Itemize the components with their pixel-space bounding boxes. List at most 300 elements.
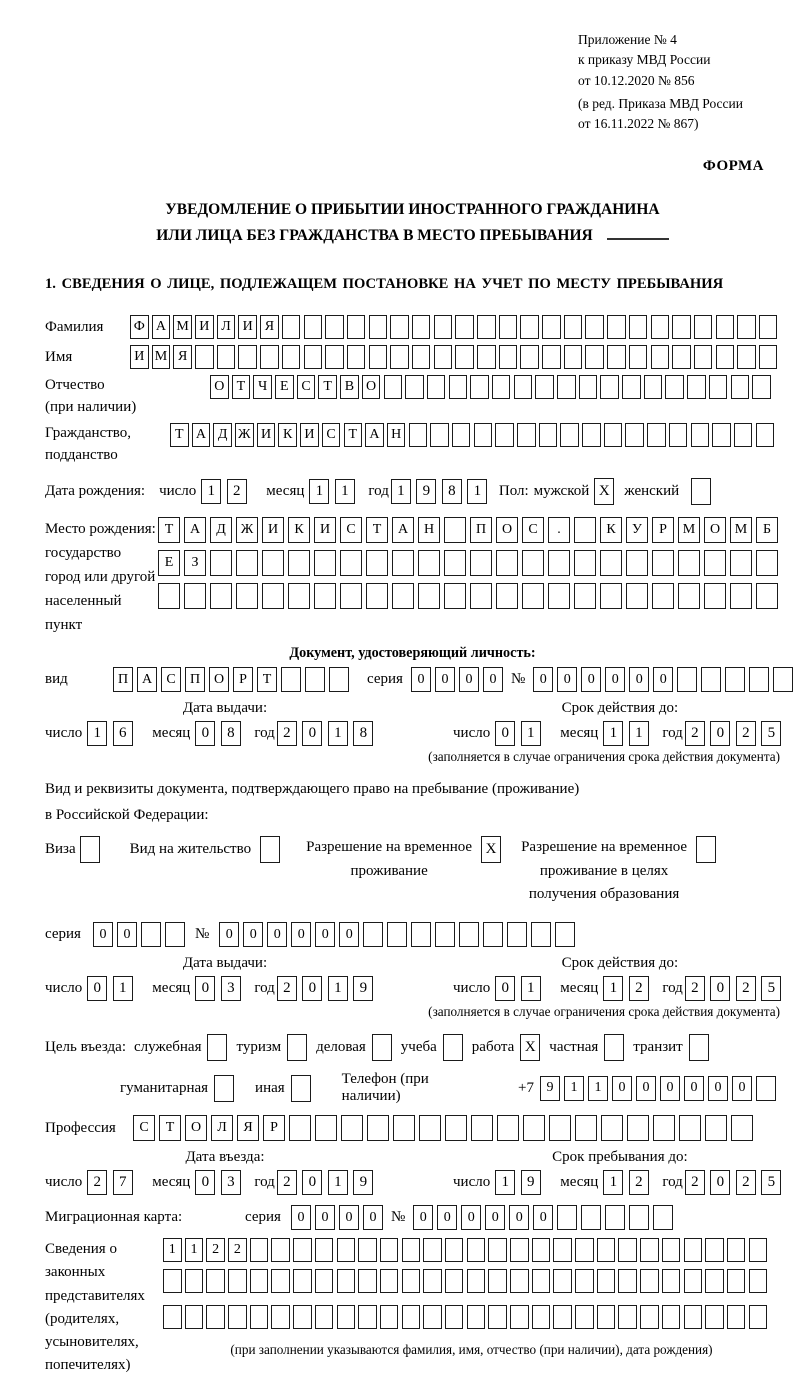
char-cell[interactable] (510, 1305, 529, 1329)
char-cell[interactable]: П (185, 667, 205, 692)
char-cell[interactable] (314, 583, 336, 609)
char-cell[interactable] (694, 345, 713, 369)
char-cell[interactable]: 0 (339, 922, 359, 947)
char-cell[interactable]: А (392, 517, 414, 543)
char-cell[interactable] (367, 1115, 389, 1141)
char-cell[interactable] (358, 1238, 377, 1262)
char-cell[interactable]: М (678, 517, 700, 543)
char-cell[interactable] (293, 1305, 312, 1329)
char-cell[interactable]: 1 (588, 1076, 608, 1101)
char-cell[interactable]: М (173, 315, 192, 339)
char-cell[interactable]: И (195, 315, 214, 339)
char-cell[interactable]: 0 (411, 667, 431, 692)
char-cell[interactable] (626, 550, 648, 576)
char-cell[interactable]: Ж (236, 517, 258, 543)
char-cell[interactable]: 8 (221, 721, 241, 746)
char-cell[interactable]: Ч (253, 375, 272, 399)
char-cell[interactable] (452, 423, 471, 447)
char-cell[interactable] (640, 1305, 659, 1329)
char-cell[interactable] (716, 345, 735, 369)
char-cell[interactable]: 0 (732, 1076, 752, 1101)
char-cell[interactable] (444, 583, 466, 609)
char-cell[interactable] (210, 583, 232, 609)
char-cell[interactable]: 2 (227, 479, 247, 504)
char-cell[interactable]: О (209, 667, 229, 692)
char-cell[interactable]: 2 (277, 721, 297, 746)
char-cell[interactable]: 1 (328, 1170, 348, 1195)
char-cell[interactable] (548, 583, 570, 609)
char-cell[interactable] (705, 1305, 724, 1329)
char-cell[interactable] (600, 550, 622, 576)
char-cell[interactable] (271, 1305, 290, 1329)
char-cell[interactable] (749, 1305, 768, 1329)
char-cell[interactable] (662, 1305, 681, 1329)
char-cell[interactable] (499, 345, 518, 369)
char-cell[interactable] (380, 1238, 399, 1262)
char-cell[interactable] (575, 1305, 594, 1329)
char-cell[interactable] (665, 375, 684, 399)
char-cell[interactable] (564, 345, 583, 369)
char-cell[interactable] (402, 1238, 421, 1262)
char-cell[interactable]: 1 (467, 479, 487, 504)
char-cell[interactable] (553, 1238, 572, 1262)
char-cell[interactable]: 0 (302, 721, 322, 746)
char-cell[interactable]: С (522, 517, 544, 543)
char-cell[interactable]: 0 (485, 1205, 505, 1230)
char-cell[interactable]: И (130, 345, 149, 369)
char-cell[interactable]: 1 (185, 1238, 204, 1262)
char-cell[interactable] (574, 550, 596, 576)
char-cell[interactable] (260, 345, 279, 369)
char-cell[interactable] (709, 375, 728, 399)
char-cell[interactable] (607, 315, 626, 339)
char-cell[interactable]: 0 (459, 667, 479, 692)
char-cell[interactable] (474, 423, 493, 447)
char-cell[interactable] (687, 375, 706, 399)
char-cell[interactable]: 2 (685, 721, 705, 746)
char-cell[interactable]: З (184, 550, 206, 576)
char-cell[interactable] (141, 922, 161, 947)
char-cell[interactable]: 1 (201, 479, 221, 504)
char-cell[interactable] (712, 423, 731, 447)
char-cell[interactable]: 0 (495, 976, 515, 1001)
char-cell[interactable] (737, 315, 756, 339)
char-cell[interactable] (305, 667, 325, 692)
char-cell[interactable] (392, 550, 414, 576)
char-cell[interactable]: 0 (267, 922, 287, 947)
char-cell[interactable] (430, 423, 449, 447)
char-cell[interactable]: 1 (309, 479, 329, 504)
char-cell[interactable] (250, 1238, 269, 1262)
char-cell[interactable] (347, 345, 366, 369)
char-cell[interactable] (477, 315, 496, 339)
char-cell[interactable]: С (133, 1115, 155, 1141)
char-cell[interactable] (652, 583, 674, 609)
char-cell[interactable]: 0 (605, 667, 625, 692)
char-cell[interactable]: И (300, 423, 319, 447)
char-cell[interactable] (701, 667, 721, 692)
char-cell[interactable] (689, 1034, 709, 1061)
char-cell[interactable] (329, 667, 349, 692)
char-cell[interactable] (369, 345, 388, 369)
char-cell[interactable]: 3 (221, 1170, 241, 1195)
char-cell[interactable] (288, 550, 310, 576)
char-cell[interactable]: 0 (509, 1205, 529, 1230)
char-cell[interactable]: С (322, 423, 341, 447)
char-cell[interactable]: И (257, 423, 276, 447)
char-cell[interactable]: И (314, 517, 336, 543)
char-cell[interactable] (402, 1269, 421, 1293)
char-cell[interactable]: И (262, 517, 284, 543)
char-cell[interactable] (627, 1115, 649, 1141)
char-cell[interactable]: 0 (117, 922, 137, 947)
char-cell[interactable] (195, 345, 214, 369)
char-cell[interactable] (520, 345, 539, 369)
char-cell[interactable]: 2 (629, 1170, 649, 1195)
char-cell[interactable] (423, 1238, 442, 1262)
char-cell[interactable] (752, 375, 771, 399)
char-cell[interactable] (366, 550, 388, 576)
char-cell[interactable] (262, 583, 284, 609)
char-cell[interactable]: С (161, 667, 181, 692)
char-cell[interactable] (470, 375, 489, 399)
char-cell[interactable] (727, 1269, 746, 1293)
char-cell[interactable] (507, 922, 527, 947)
char-cell[interactable] (523, 1115, 545, 1141)
char-cell[interactable]: 0 (684, 1076, 704, 1101)
char-cell[interactable]: 1 (603, 721, 623, 746)
char-cell[interactable]: Д (213, 423, 232, 447)
char-cell[interactable] (358, 1269, 377, 1293)
char-cell[interactable] (236, 550, 258, 576)
char-cell[interactable] (337, 1238, 356, 1262)
char-cell[interactable] (163, 1305, 182, 1329)
char-cell[interactable]: 9 (416, 479, 436, 504)
char-cell[interactable] (418, 550, 440, 576)
char-cell[interactable]: П (470, 517, 492, 543)
char-cell[interactable] (585, 345, 604, 369)
char-cell[interactable] (575, 1269, 594, 1293)
char-cell[interactable]: 5 (761, 721, 781, 746)
char-cell[interactable] (467, 1269, 486, 1293)
char-cell[interactable]: 0 (413, 1205, 433, 1230)
char-cell[interactable] (560, 423, 579, 447)
char-cell[interactable]: 0 (612, 1076, 632, 1101)
char-cell[interactable] (553, 1305, 572, 1329)
char-cell[interactable]: 0 (653, 667, 673, 692)
char-cell[interactable]: О (210, 375, 229, 399)
char-cell[interactable] (618, 1305, 637, 1329)
char-cell[interactable]: 0 (710, 721, 730, 746)
char-cell[interactable]: 0 (660, 1076, 680, 1101)
char-cell[interactable]: 2 (736, 1170, 756, 1195)
char-cell[interactable] (455, 345, 474, 369)
char-cell[interactable] (557, 375, 576, 399)
char-cell[interactable] (444, 550, 466, 576)
char-cell[interactable]: 2 (277, 1170, 297, 1195)
char-cell[interactable] (467, 1305, 486, 1329)
char-cell[interactable]: 9 (353, 1170, 373, 1195)
char-cell[interactable]: 0 (363, 1205, 383, 1230)
char-cell[interactable]: Я (260, 315, 279, 339)
char-cell[interactable] (372, 1034, 392, 1061)
char-cell[interactable] (384, 375, 403, 399)
char-cell[interactable] (281, 667, 301, 692)
char-cell[interactable] (696, 836, 716, 863)
char-cell[interactable] (423, 1305, 442, 1329)
char-cell[interactable]: Н (418, 517, 440, 543)
char-cell[interactable]: Е (275, 375, 294, 399)
char-cell[interactable]: Т (366, 517, 388, 543)
char-cell[interactable] (640, 1269, 659, 1293)
char-cell[interactable]: Т (257, 667, 277, 692)
char-cell[interactable]: А (192, 423, 211, 447)
char-cell[interactable] (629, 345, 648, 369)
char-cell[interactable] (705, 1238, 724, 1262)
char-cell[interactable]: 1 (113, 976, 133, 1001)
char-cell[interactable] (271, 1269, 290, 1293)
char-cell[interactable]: У (626, 517, 648, 543)
char-cell[interactable] (369, 315, 388, 339)
char-cell[interactable] (691, 423, 710, 447)
char-cell[interactable]: М (730, 517, 752, 543)
char-cell[interactable] (725, 667, 745, 692)
char-cell[interactable]: 0 (291, 922, 311, 947)
char-cell[interactable]: 0 (291, 1205, 311, 1230)
char-cell[interactable] (651, 315, 670, 339)
char-cell[interactable] (411, 922, 431, 947)
char-cell[interactable]: 3 (221, 976, 241, 1001)
char-cell[interactable] (644, 375, 663, 399)
char-cell[interactable] (691, 478, 711, 505)
char-cell[interactable] (601, 1115, 623, 1141)
char-cell[interactable] (522, 550, 544, 576)
char-cell[interactable] (575, 1115, 597, 1141)
char-cell[interactable] (449, 375, 468, 399)
char-cell[interactable] (443, 1034, 463, 1061)
char-cell[interactable]: 0 (483, 667, 503, 692)
char-cell[interactable] (250, 1269, 269, 1293)
char-cell[interactable] (618, 1238, 637, 1262)
char-cell[interactable] (662, 1238, 681, 1262)
char-cell[interactable] (773, 667, 793, 692)
char-cell[interactable]: X (594, 478, 614, 505)
char-cell[interactable] (293, 1238, 312, 1262)
char-cell[interactable] (574, 583, 596, 609)
char-cell[interactable]: X (520, 1034, 540, 1061)
char-cell[interactable] (704, 550, 726, 576)
char-cell[interactable] (393, 1115, 415, 1141)
char-cell[interactable]: Ф (130, 315, 149, 339)
char-cell[interactable]: 0 (315, 1205, 335, 1230)
char-cell[interactable] (315, 1115, 337, 1141)
char-cell[interactable] (206, 1305, 225, 1329)
char-cell[interactable]: 1 (163, 1238, 182, 1262)
char-cell[interactable] (684, 1238, 703, 1262)
char-cell[interactable]: 2 (685, 976, 705, 1001)
char-cell[interactable]: 2 (685, 1170, 705, 1195)
char-cell[interactable]: 0 (533, 667, 553, 692)
char-cell[interactable]: П (113, 667, 133, 692)
char-cell[interactable]: 0 (219, 922, 239, 947)
char-cell[interactable] (418, 583, 440, 609)
char-cell[interactable] (759, 345, 778, 369)
char-cell[interactable] (158, 583, 180, 609)
char-cell[interactable] (315, 1269, 334, 1293)
char-cell[interactable]: О (362, 375, 381, 399)
char-cell[interactable] (214, 1075, 234, 1102)
char-cell[interactable]: 1 (328, 976, 348, 1001)
char-cell[interactable] (549, 1115, 571, 1141)
char-cell[interactable] (315, 1305, 334, 1329)
char-cell[interactable] (409, 423, 428, 447)
char-cell[interactable]: Л (217, 315, 236, 339)
char-cell[interactable] (315, 1238, 334, 1262)
char-cell[interactable] (496, 550, 518, 576)
char-cell[interactable] (228, 1305, 247, 1329)
char-cell[interactable]: А (365, 423, 384, 447)
char-cell[interactable] (653, 1115, 675, 1141)
char-cell[interactable] (548, 550, 570, 576)
char-cell[interactable]: 0 (195, 1170, 215, 1195)
char-cell[interactable] (622, 375, 641, 399)
char-cell[interactable]: 1 (603, 1170, 623, 1195)
char-cell[interactable] (80, 836, 100, 863)
char-cell[interactable] (652, 550, 674, 576)
char-cell[interactable]: Е (158, 550, 180, 576)
char-cell[interactable] (380, 1305, 399, 1329)
char-cell[interactable] (340, 583, 362, 609)
char-cell[interactable] (678, 583, 700, 609)
char-cell[interactable]: 0 (195, 721, 215, 746)
char-cell[interactable]: А (152, 315, 171, 339)
char-cell[interactable] (679, 1115, 701, 1141)
char-cell[interactable] (759, 315, 778, 339)
char-cell[interactable]: Т (159, 1115, 181, 1141)
char-cell[interactable] (419, 1115, 441, 1141)
char-cell[interactable] (737, 345, 756, 369)
char-cell[interactable] (207, 1034, 227, 1061)
char-cell[interactable]: С (297, 375, 316, 399)
char-cell[interactable]: 6 (113, 721, 133, 746)
char-cell[interactable]: Т (158, 517, 180, 543)
char-cell[interactable] (434, 345, 453, 369)
char-cell[interactable] (185, 1305, 204, 1329)
char-cell[interactable]: Я (237, 1115, 259, 1141)
char-cell[interactable]: К (288, 517, 310, 543)
char-cell[interactable] (423, 1269, 442, 1293)
char-cell[interactable]: Т (170, 423, 189, 447)
char-cell[interactable] (185, 1269, 204, 1293)
char-cell[interactable] (260, 836, 280, 863)
char-cell[interactable]: 5 (761, 1170, 781, 1195)
char-cell[interactable]: 1 (391, 479, 411, 504)
char-cell[interactable]: 0 (87, 976, 107, 1001)
char-cell[interactable]: Ж (235, 423, 254, 447)
char-cell[interactable]: Р (652, 517, 674, 543)
char-cell[interactable]: 2 (736, 976, 756, 1001)
char-cell[interactable]: 0 (302, 1170, 322, 1195)
char-cell[interactable]: 0 (557, 667, 577, 692)
char-cell[interactable] (165, 922, 185, 947)
char-cell[interactable]: О (496, 517, 518, 543)
char-cell[interactable] (730, 583, 752, 609)
char-cell[interactable] (445, 1115, 467, 1141)
char-cell[interactable] (731, 1115, 753, 1141)
char-cell[interactable] (684, 1305, 703, 1329)
char-cell[interactable] (555, 922, 575, 947)
char-cell[interactable] (287, 1034, 307, 1061)
char-cell[interactable] (557, 1205, 577, 1230)
char-cell[interactable]: 9 (353, 976, 373, 1001)
char-cell[interactable] (499, 315, 518, 339)
char-cell[interactable] (575, 1238, 594, 1262)
char-cell[interactable] (347, 315, 366, 339)
char-cell[interactable] (553, 1269, 572, 1293)
char-cell[interactable] (597, 1305, 616, 1329)
char-cell[interactable] (574, 517, 596, 543)
char-cell[interactable]: 0 (339, 1205, 359, 1230)
char-cell[interactable] (604, 423, 623, 447)
char-cell[interactable]: 1 (495, 1170, 515, 1195)
char-cell[interactable] (618, 1269, 637, 1293)
char-cell[interactable] (517, 423, 536, 447)
char-cell[interactable]: Т (318, 375, 337, 399)
char-cell[interactable] (467, 1238, 486, 1262)
char-cell[interactable] (629, 1205, 649, 1230)
char-cell[interactable]: 0 (495, 721, 515, 746)
char-cell[interactable] (262, 550, 284, 576)
char-cell[interactable]: . (548, 517, 570, 543)
char-cell[interactable]: 2 (736, 721, 756, 746)
char-cell[interactable] (542, 345, 561, 369)
char-cell[interactable] (325, 345, 344, 369)
char-cell[interactable] (304, 315, 323, 339)
char-cell[interactable]: Л (211, 1115, 233, 1141)
char-cell[interactable] (684, 1269, 703, 1293)
char-cell[interactable] (445, 1269, 464, 1293)
char-cell[interactable] (716, 315, 735, 339)
char-cell[interactable] (483, 922, 503, 947)
char-cell[interactable] (520, 315, 539, 339)
char-cell[interactable] (734, 423, 753, 447)
char-cell[interactable] (510, 1238, 529, 1262)
char-cell[interactable] (358, 1305, 377, 1329)
char-cell[interactable] (532, 1305, 551, 1329)
char-cell[interactable]: 1 (603, 976, 623, 1001)
char-cell[interactable] (531, 922, 551, 947)
char-cell[interactable] (387, 922, 407, 947)
char-cell[interactable] (647, 423, 666, 447)
char-cell[interactable] (704, 583, 726, 609)
char-cell[interactable]: А (137, 667, 157, 692)
char-cell[interactable]: Я (173, 345, 192, 369)
char-cell[interactable] (445, 1305, 464, 1329)
char-cell[interactable] (488, 1269, 507, 1293)
char-cell[interactable] (582, 423, 601, 447)
char-cell[interactable]: 1 (564, 1076, 584, 1101)
char-cell[interactable]: 1 (335, 479, 355, 504)
char-cell[interactable] (217, 345, 236, 369)
char-cell[interactable]: Т (232, 375, 251, 399)
char-cell[interactable] (625, 423, 644, 447)
char-cell[interactable] (539, 423, 558, 447)
char-cell[interactable] (288, 583, 310, 609)
char-cell[interactable] (325, 315, 344, 339)
char-cell[interactable] (488, 1305, 507, 1329)
char-cell[interactable]: 0 (461, 1205, 481, 1230)
char-cell[interactable]: К (600, 517, 622, 543)
